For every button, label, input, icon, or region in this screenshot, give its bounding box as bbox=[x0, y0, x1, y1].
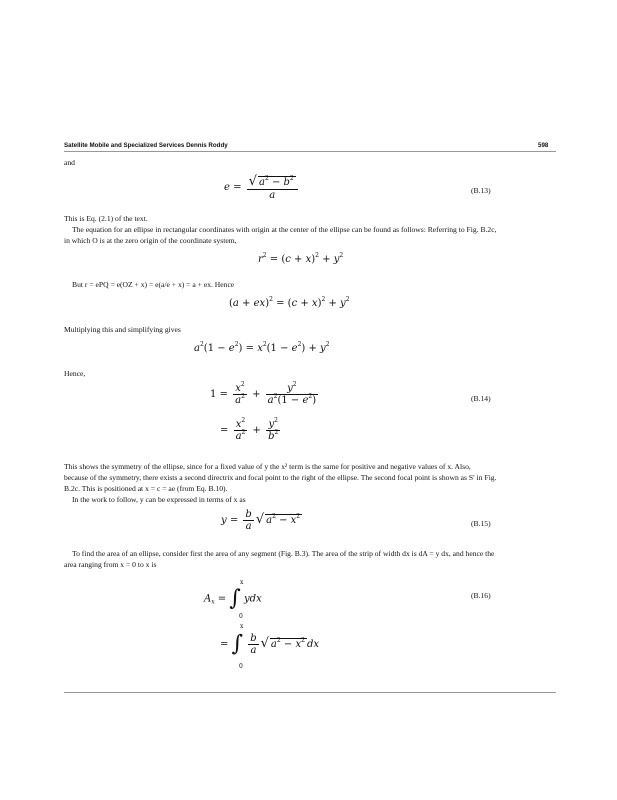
text-area-1: To find the area of an ellipse, consider first the area of any segment (Fig. B.3). The area of the strip of width dx is dA = y dx, and hence the bbox=[72, 549, 495, 558]
equation-a-ex: $(a + ex)^2 = (c + x)^2 + y^2$ bbox=[229, 296, 350, 309]
text-hence: Hence, bbox=[64, 369, 86, 378]
equation-number-b16: (B.16) bbox=[471, 591, 491, 600]
equation-r-squared: $r^2 = (c + x)^2 + y^2$ bbox=[258, 252, 344, 265]
equation-b15: y = $\frac{b}{a}$ √ $a^2 - x^2$ bbox=[221, 509, 301, 532]
equation-number-b15: (B.15) bbox=[471, 519, 491, 528]
integral-lower-limit-1: 0 bbox=[239, 613, 243, 620]
running-title: Satellite Mobile and Specialized Services Dennis Roddy bbox=[64, 142, 228, 149]
text-symmetry-1: This shows the symmetry of the ellipse, since for a fixed value of y the x² term is the same for positive and negative values of x. Also, bbox=[64, 462, 471, 471]
text-symmetry-3: B.2c. This is positioned at x = c = ae (from Eq. B.10). bbox=[64, 484, 228, 493]
text-equation-intro-1: The equation for an ellipse in rectangular coordinates with origin at the center of the ellipse can be found as follows: Referring to Fig. B.2c, bbox=[72, 225, 497, 234]
integral-upper-limit-1: x bbox=[240, 579, 244, 586]
integrand-ydx: ydx bbox=[244, 593, 262, 605]
equation-simplified: $a^2(1 - e^2) = x^2(1 - e^2) + y^2$ bbox=[194, 341, 330, 354]
equation-b16-line1: $A_x$ = ∫ ydx bbox=[204, 586, 262, 611]
equation-number-b14: (B.14) bbox=[471, 394, 491, 403]
equation-b14-line2: = $\frac{x^2}{a^2}$ + $\frac{y^2}{b^2}$ bbox=[220, 417, 279, 442]
differential-dx: dx bbox=[306, 639, 319, 650]
text-multiplying: Multiplying this and simplifying gives bbox=[64, 325, 181, 334]
equation-b13: e = $\frac{√ a^2 - b^2}{a}$ bbox=[224, 174, 300, 201]
integral-lower-limit-2: 0 bbox=[239, 663, 243, 670]
footer-rule bbox=[64, 692, 556, 693]
text-symmetry-2: because of the symmetry, there exists a second directrix and focal point to the right of the ellipse. The second focal point is shown as S′ in Fig. bbox=[64, 473, 497, 482]
equation-b14-line1: 1 = $\frac{x^2}{a^2}$ + $\frac{y^2}{a^2(1 - e^2)}$ bbox=[210, 381, 317, 406]
text-and: and bbox=[64, 158, 75, 167]
equation-b16-line2: = ∫ $\frac{b}{a}$ √ $a^2 - x^2$ dx bbox=[220, 631, 319, 657]
text-work-follow: In the work to follow, y can be expressed in terms of x as bbox=[72, 495, 246, 504]
text-but-line: But r = ePQ = e(OZ + x) = e(a/e + x) = a + ex. Hence bbox=[72, 280, 235, 289]
text-area-2: area ranging from x = 0 to x is bbox=[64, 560, 157, 569]
text-equation-intro-2: in which O is at the zero origin of the coordinate system, bbox=[64, 236, 237, 245]
text-eq-ref: This is Eq. (2.1) of the text. bbox=[64, 214, 148, 223]
integral-upper-limit-2: x bbox=[240, 623, 244, 630]
area-symbol: A bbox=[204, 593, 212, 605]
header-rule bbox=[64, 151, 556, 152]
page-number: 598 bbox=[538, 142, 549, 149]
equation-number-b13: (B.13) bbox=[471, 186, 491, 195]
